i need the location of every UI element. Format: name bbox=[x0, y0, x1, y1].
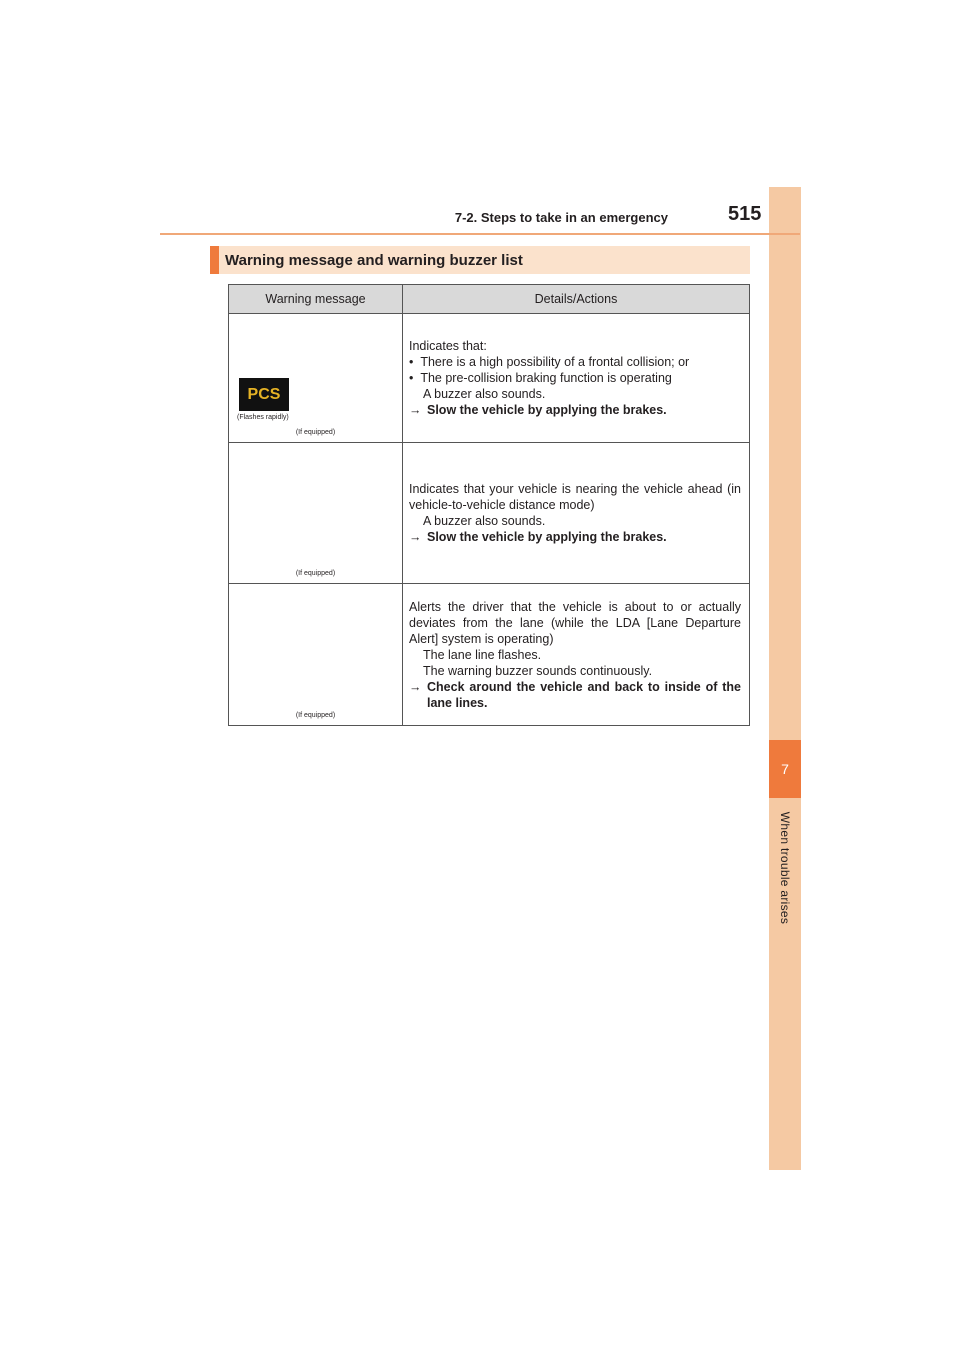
equipped-note: (If equipped) bbox=[295, 429, 336, 436]
details-action: → Check around the vehicle and back to inside of the lane lines. bbox=[409, 679, 741, 710]
details-bullet: • The pre-collision braking function is operating bbox=[409, 371, 672, 385]
details-cell bbox=[403, 443, 750, 584]
details-action: → Slow the vehicle by applying the brakes. bbox=[409, 403, 667, 417]
details-cell bbox=[403, 314, 750, 443]
table-row bbox=[229, 584, 750, 726]
col-header-details: Details/Actions bbox=[403, 285, 750, 314]
details-cell bbox=[403, 584, 750, 726]
section-heading-text: Warning message and warning buzzer list bbox=[225, 251, 523, 269]
table-row bbox=[229, 443, 750, 584]
details-intro: Indicates that your vehicle is nearing the vehicle ahead (in vehicle-to-vehicle distance mode) bbox=[409, 482, 741, 512]
flash-note: (Flashes rapidly) bbox=[237, 414, 289, 421]
warning-table bbox=[228, 284, 750, 726]
details-bullet: • There is a high possibility of a frontal collision; or bbox=[409, 355, 690, 369]
equipped-note: (If equipped) bbox=[295, 712, 336, 719]
details-intro: Indicates that: bbox=[409, 339, 487, 353]
details-note: The warning buzzer sounds continuously. bbox=[423, 663, 653, 678]
arrow-right-icon: → bbox=[409, 530, 422, 544]
side-tab bbox=[769, 187, 801, 1170]
arrow-right-icon: → bbox=[409, 403, 422, 417]
warning-icon-cell bbox=[229, 443, 403, 584]
pcs-warning-icon bbox=[239, 378, 289, 411]
col-header-message: Warning message bbox=[229, 285, 403, 314]
warning-icon-cell bbox=[229, 314, 403, 443]
running-header: 7-2. Steps to take in an emergency bbox=[454, 210, 668, 225]
warning-icon-cell bbox=[229, 584, 403, 726]
header-rule bbox=[160, 233, 800, 235]
details-note: A buzzer also sounds. bbox=[423, 514, 546, 528]
chapter-number: 7 bbox=[769, 740, 801, 798]
arrow-right-icon: → bbox=[409, 679, 422, 694]
section-heading bbox=[210, 246, 750, 274]
equipped-note: (If equipped) bbox=[295, 570, 336, 577]
details-intro: Alerts the driver that the vehicle is about to or actually deviates from the lane (while the LDA [Lane Departure Alert] system is operating) bbox=[409, 599, 741, 646]
page-number: 515 bbox=[728, 203, 762, 225]
chapter-title: When trouble arises bbox=[778, 811, 792, 925]
details-note: The lane line flashes. bbox=[423, 647, 542, 662]
pcs-label: PCS bbox=[247, 385, 281, 403]
table-header-row bbox=[229, 285, 750, 314]
table-row bbox=[229, 314, 750, 443]
details-note: A buzzer also sounds. bbox=[423, 387, 546, 401]
details-action: → Slow the vehicle by applying the brakes. bbox=[409, 530, 667, 544]
